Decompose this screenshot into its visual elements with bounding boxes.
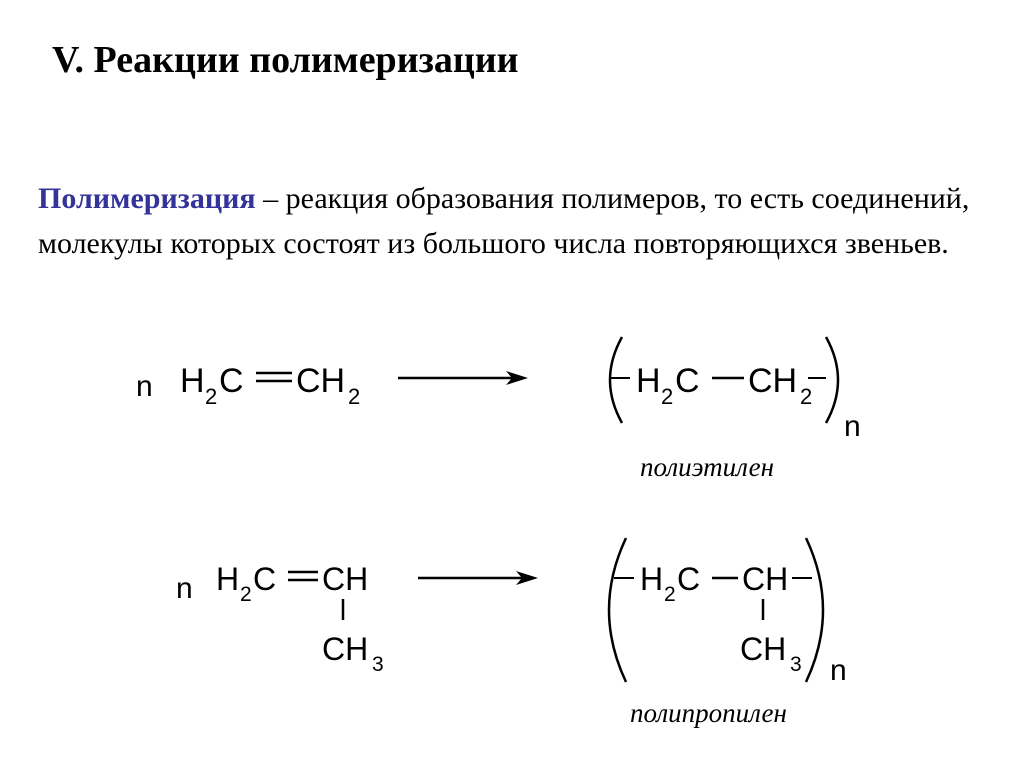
ethylene-c: C xyxy=(219,362,244,400)
definition-term: Полимеризация xyxy=(38,182,256,215)
definition-text: – реакция образования полимеров, то есть соединений, молекулы которых состоят из большого числа повторяющихся звеньев. xyxy=(38,182,970,260)
polypropylene-ch: CH xyxy=(742,561,789,597)
coefficient-1: n xyxy=(136,370,153,403)
polyethylene-label: полиэтилен xyxy=(640,452,774,482)
coefficient-2: n xyxy=(176,572,193,605)
ethylene-ch: CH xyxy=(296,362,346,400)
reaction-arrow-2 xyxy=(418,571,538,585)
left-bracket-2 xyxy=(609,538,626,682)
ethylene-h-sub: 2 xyxy=(205,384,218,409)
propylene-c: C xyxy=(253,561,277,597)
polyethylene-h: H xyxy=(636,362,661,400)
polypropylene-h: H xyxy=(640,561,664,597)
page-title: V. Реакции полимеризации xyxy=(52,39,519,81)
polypropylene-index: n xyxy=(830,654,847,687)
propylene-formula xyxy=(216,561,384,676)
polypropylene-formula xyxy=(609,538,847,687)
propylene-ch3: CH xyxy=(322,631,369,667)
right-bracket-2 xyxy=(806,538,823,682)
polypropylene-ch3-sub: 3 xyxy=(790,653,802,676)
polyethylene-h-sub: 2 xyxy=(661,384,674,409)
polypropylene-h-sub: 2 xyxy=(664,583,676,606)
polypropylene-label: полипропилен xyxy=(630,698,787,728)
polyethylene-ch-sub: 2 xyxy=(800,384,813,409)
polypropylene-c: C xyxy=(677,561,701,597)
propylene-h-sub: 2 xyxy=(240,583,252,606)
ethylene-ch-sub: 2 xyxy=(348,384,361,409)
polyethylene-formula xyxy=(610,337,861,443)
reaction-ethylene xyxy=(136,337,861,482)
reaction-propylene xyxy=(176,538,847,728)
polyethylene-c: C xyxy=(675,362,700,400)
polyethylene-ch: CH xyxy=(748,362,798,400)
polyethylene-index: n xyxy=(844,410,861,443)
propylene-ch3-sub: 3 xyxy=(372,653,384,676)
right-bracket xyxy=(826,337,838,423)
propylene-h: H xyxy=(216,561,240,597)
ethylene-formula xyxy=(180,362,360,409)
propylene-ch: CH xyxy=(322,561,369,597)
left-bracket xyxy=(610,337,622,423)
ethylene-h: H xyxy=(180,362,205,400)
reaction-arrow-1 xyxy=(398,371,528,385)
polypropylene-ch3: CH xyxy=(740,631,787,667)
